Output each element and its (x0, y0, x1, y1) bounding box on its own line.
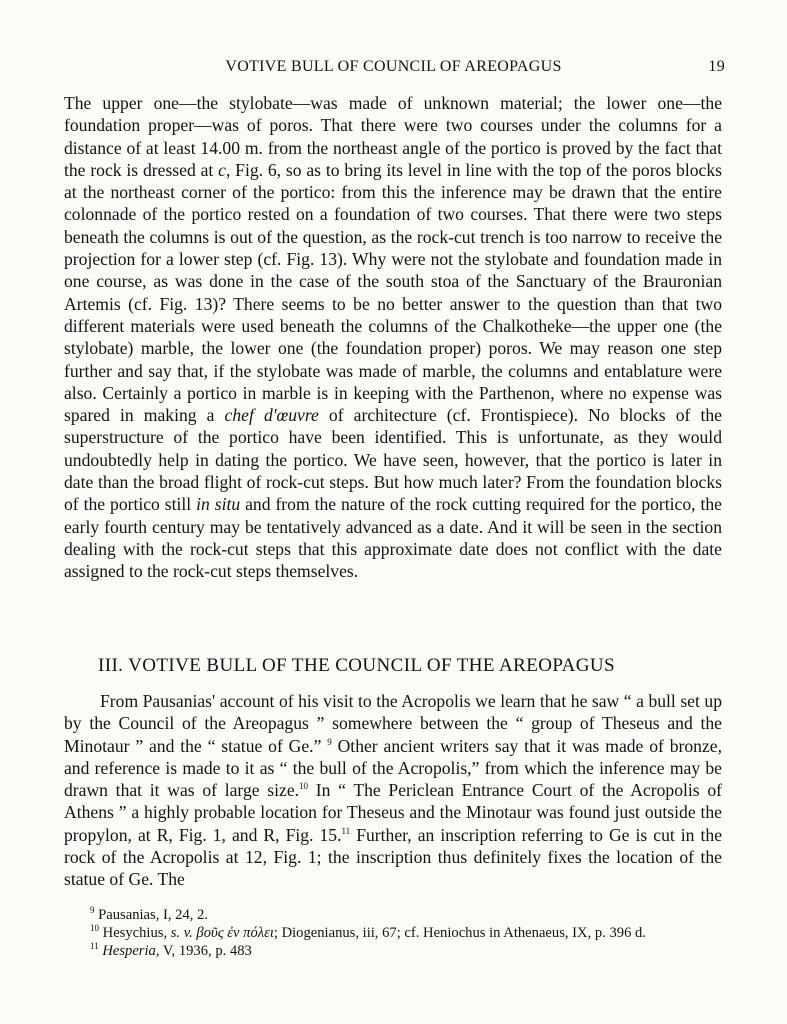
footnotes (90, 906, 730, 960)
paragraph-portico: The upper one—the stylobate—was made of unknown material; the lower one—the foundation proper—was of poros. That there were two courses under the columns for a distance of at least 14.00 m. from the northeast angle of the portico is proved by the fact that the rock is dressed at c, Fig. 6, so as to bring its level in line with the top of the poros blocks at the northeast corner of the portico: from this the inference may be drawn that the entire colonnade of the portico rested on a foundation of two courses. That there were two steps beneath the columns is out of the question, as the rock-cut trench is too narrow to receive the projection for a lower step (cf. Fig. 13). Why were not the stylobate and foundation made in one course, as was done in the case of the south stoa of the Sanctuary of the Brauronian Artemis (cf. Fig. 13)? There seems to be no better answer to the question than that two different materials were used beneath the columns of the Chalkotheke—the upper one (the stylobate) marble, the lower one (the foundation proper) poros. We may reason one step further and say that, if the stylobate was made of marble, the columns and entablature were also. Certainly a portico in marble is in keeping with the Parthenon, where no expense was spared in making a chef d'œuvre of architecture (cf. Frontispiece). No blocks of the superstructure of the portico have been identified. This is unfortunate, as they would undoubtedly help in dating the portico. We have seen, however, that the portico is later in date than the broad flight of rock-cut steps. But how much later? From the foundation blocks of the portico still in situ and from the nature of the rock cutting required for the portico, the early fourth century may be tentatively advanced as a date. And it will be seen in the section dealing with the rock-cut steps that this approximate date does not conflict with the date assigned to the rock-cut steps themselves. (64, 93, 722, 582)
footnote-11: $^{11}$ Hesperia, V, 1936, p. 483 (90, 941, 252, 959)
footnote-ref-9[interactable]: 9 (327, 736, 332, 747)
body-text-lower (64, 690, 722, 891)
running-header (0, 58, 787, 80)
footnote-ref-10[interactable]: 10 (299, 781, 309, 792)
italic-c: c (218, 159, 226, 180)
italic-in-situ: in situ (196, 494, 241, 515)
body-text-upper (64, 92, 722, 583)
section-heading: III. VOTIVE BULL OF THE COUNCIL OF THE AREOPAGUS (98, 655, 615, 676)
running-title: VOTIVE BULL OF COUNCIL OF AREOPAGUS (225, 58, 562, 75)
footnote-9: $^9$ Pausanias, I, 24, 2. (90, 905, 208, 923)
page-number: 19 (708, 58, 725, 75)
italic-chef-doeuvre: chef d'œuvre (224, 405, 319, 426)
footnote-ref-11[interactable]: 11 (341, 825, 351, 836)
paragraph-votive-bull: From Pausanias' account of his visit to the Acropolis we learn that he saw “ a bull set up by the Council of the Areopagus ” somewhere between the “ group of Theseus and the Minotaur ” and the “ statue of Ge.” $^9$ Other ancient writers say that it was made of bronze, and reference is made to it as “ the bull of the Acropolis,” from which the inference may be drawn that it was of large size.$^{10}$ In “ The Periclean Entrance Court of the Acropolis of Athens ” a highly probable location for Theseus and the Minotaur was found just outside the propylon, at R, Fig. 1, and R, Fig. 15.11 Further, an inscription referring to Ge is cut in the rock of the Acropolis at 12, Fig. 1; the inscription thus definitely fixes the location of the statue of Ge. The (64, 691, 723, 890)
footnote-10: $^{10}$ Hesychius, s. v. βοῦς ἐν πόλει; Diogenianus, iii, 67; cf. Heniochus in Athenaeus, IX, p. 396 d. (90, 923, 646, 941)
